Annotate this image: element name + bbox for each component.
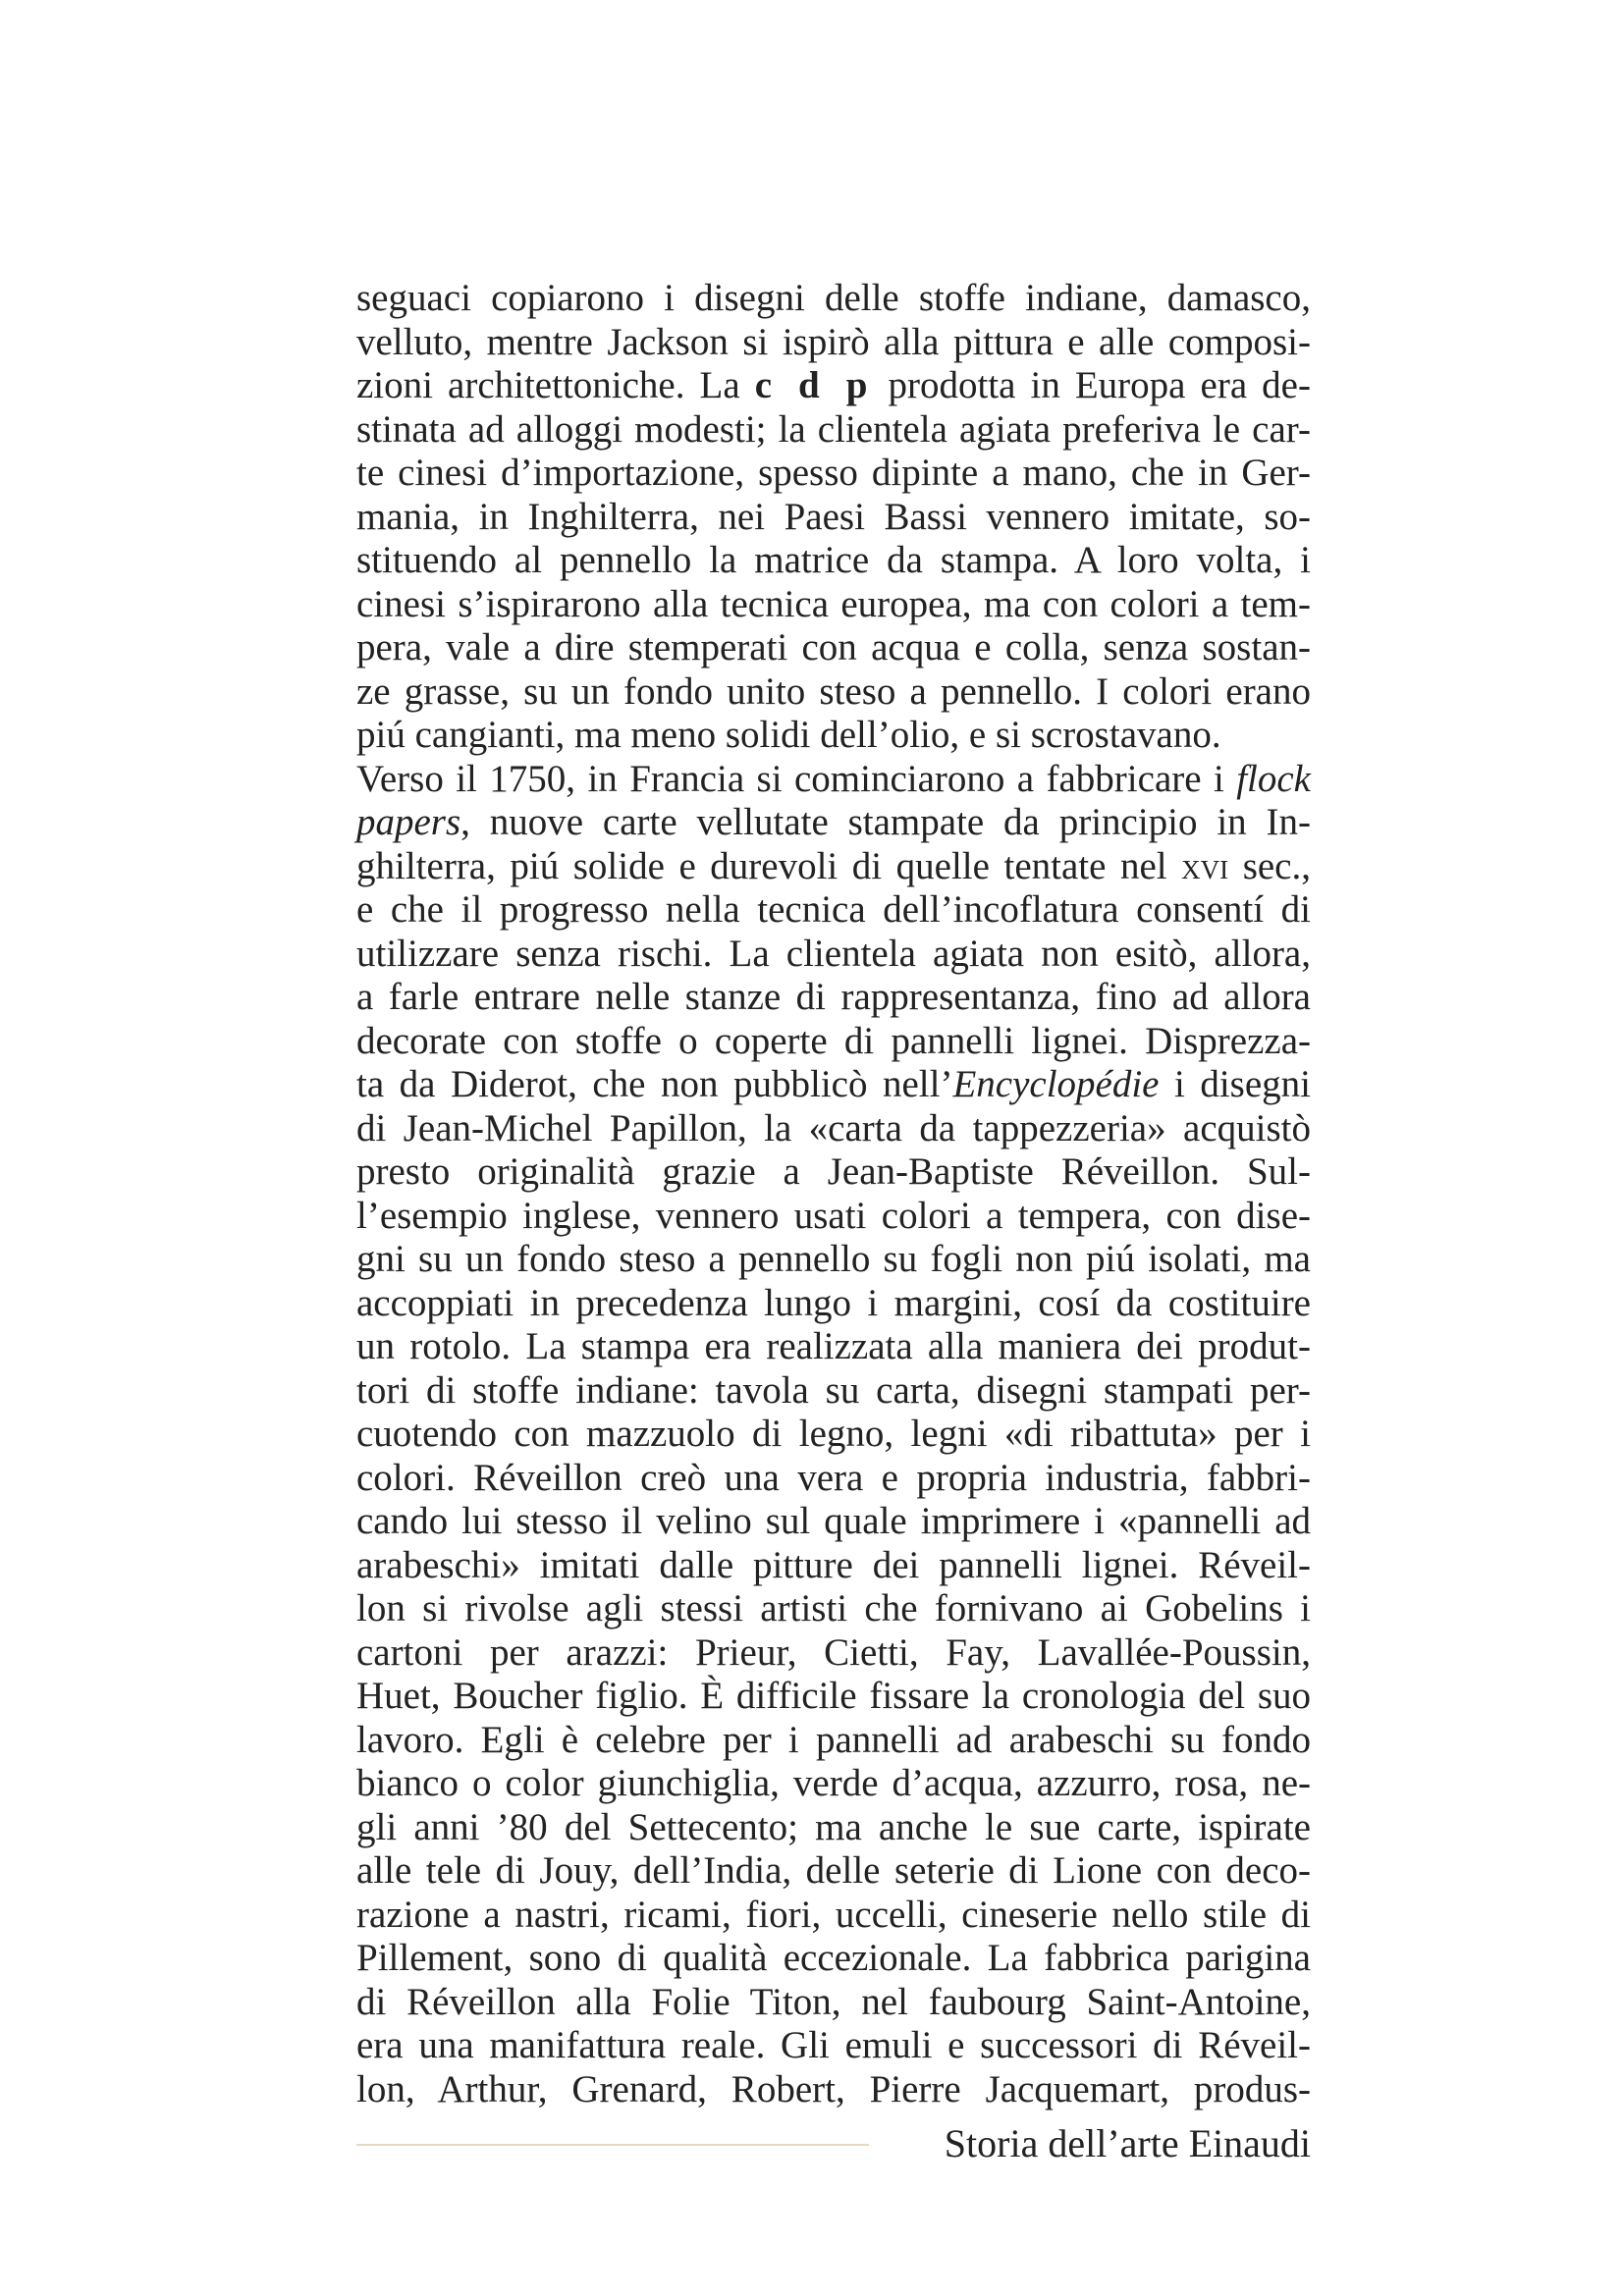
text-line: [356, 976, 1311, 1020]
text-line: [356, 1937, 1311, 1981]
text-line: [356, 626, 1311, 670]
text-segment: di Réveillon alla Folie Titon, nel faubourg Saint-Antoine,: [356, 1980, 1311, 2023]
text-segment: lavoro. Egli è celebre per i pannelli ad arabeschi su fondo: [356, 1718, 1311, 1761]
text-segment: mania, in Inghilterra, nei Paesi Bassi vennero imitate, so-: [356, 495, 1311, 538]
text-segment: ghilterra, piú solide e durevoli di quelle tentate nel: [356, 844, 1182, 887]
italic-term: papers: [356, 801, 461, 843]
text-line: [356, 1020, 1311, 1064]
text-segment: i disegni: [1159, 1063, 1311, 1105]
text-segment: arabeschi» imitati dalle pitture dei pannelli lignei. Réveil-: [356, 1543, 1311, 1586]
text-line: [356, 1107, 1311, 1151]
text-segment: utilizzare senza rischi. La clientela agiata non esitò, allora,: [356, 932, 1311, 975]
text-line: [356, 1894, 1311, 1938]
text-segment: sec.,: [1228, 844, 1311, 887]
text-line: [356, 1587, 1311, 1631]
text-line: [356, 1325, 1311, 1369]
text-line: [356, 1413, 1311, 1457]
text-segment: decorate con stoffe o coperte di pannelli lignei. Disprezza-: [356, 1019, 1311, 1062]
footer-publisher-label: Storia dell’arte Einaudi: [944, 2121, 1311, 2165]
italic-term: Encyclopédie: [952, 1063, 1160, 1105]
text-line: [356, 2024, 1311, 2068]
text-segment: prodotta in Europa era de-: [873, 364, 1311, 406]
text-line: [356, 1981, 1311, 2025]
text-line: [356, 714, 1311, 758]
text-segment: , nuove carte vellutate stampate da principio in In-: [460, 801, 1311, 843]
text-segment: alle tele di Jouy, dell’India, delle seterie di Lione con deco-: [356, 1849, 1311, 1892]
text-line: [356, 452, 1311, 496]
text-segment: lon si rivolse agli stessi artisti che fornivano ai Gobelins i: [356, 1587, 1311, 1629]
text-segment: Pillement, sono di qualità eccezionale. La fabbrica parigina: [356, 1937, 1311, 1979]
text-line: [356, 1500, 1311, 1544]
text-segment: un rotolo. La stampa era realizzata alla maniera dei produt-: [356, 1325, 1311, 1367]
text-segment: di Jean-Michel Papillon, la «carta da tappezzeria» acquistò: [356, 1106, 1311, 1149]
text-line: [356, 801, 1311, 845]
text-line: [356, 2068, 1311, 2112]
text-line: [356, 583, 1311, 627]
text-segment: piú cangianti, ma meno solidi dell’olio, e si scrostavano.: [356, 714, 1221, 756]
text-line: [356, 496, 1311, 540]
text-line: [356, 408, 1311, 453]
text-line: [356, 1631, 1311, 1676]
text-segment: bianco o color giunchiglia, verde d’acqua, azzurro, rosa, ne-: [356, 1762, 1311, 1804]
text-line: [356, 933, 1311, 977]
text-line: [356, 1195, 1311, 1239]
text-segment: e che il progresso nella tecnica dell’incoflatura consentí di: [356, 888, 1311, 931]
text-line: [356, 1544, 1311, 1588]
text-segment: lon, Arthur, Grenard, Robert, Pierre Jacquemart, produs-: [356, 2067, 1311, 2110]
text-segment: cuotendo con mazzuolo di legno, legni «di ribattuta» per i: [356, 1413, 1311, 1455]
entry-abbreviation: c d p: [754, 364, 874, 406]
text-segment: accoppiati in precedenza lungo i margini, cosí da costituire: [356, 1281, 1311, 1324]
text-segment: te cinesi d’importazione, spesso dipinte a mano, che in Ger-: [356, 452, 1311, 494]
text-line: [356, 277, 1311, 321]
text-segment: cando lui stesso il velino sul quale imprimere i «pannelli ad: [356, 1500, 1311, 1542]
text-segment: ta da Diderot, che non pubblicò nell’: [356, 1063, 953, 1105]
text-line: [356, 1150, 1311, 1195]
text-line: [356, 1369, 1311, 1414]
text-line: [356, 758, 1311, 802]
text-line: [356, 1063, 1311, 1107]
body-text: [356, 277, 1311, 2111]
text-line: [356, 888, 1311, 933]
text-segment: stituendo al pennello la matrice da stampa. A loro volta, i: [356, 539, 1311, 581]
text-line: [356, 1457, 1311, 1501]
text-segment: colori. Réveillon creò una vera e propria industria, fabbri-: [356, 1456, 1311, 1499]
text-line: [356, 845, 1311, 889]
text-segment: Huet, Boucher figlio. È difficile fissare la cronologia del suo: [356, 1675, 1311, 1717]
text-segment: pera, vale a dire stemperati con acqua e colla, senza sostan-: [356, 626, 1311, 668]
text-segment: presto originalità grazie a Jean-Baptiste Réveillon. Sul-: [356, 1150, 1311, 1193]
text-line: [356, 670, 1311, 715]
text-line: [356, 539, 1311, 583]
text-segment: stinata ad alloggi modesti; la clientela agiata preferiva le car-: [356, 407, 1311, 451]
text-line: [356, 1806, 1311, 1850]
text-line: [356, 1762, 1311, 1806]
text-line: [356, 364, 1311, 408]
text-segment: gni su un fondo steso a pennello su fogli non piú isolati, ma: [356, 1238, 1311, 1280]
text-segment: cartoni per arazzi: Prieur, Cietti, Fay, Lavallée-Poussin,: [356, 1630, 1311, 1674]
text-line: [356, 1675, 1311, 1719]
text-segment: l’esempio inglese, vennero usati colori a tempera, con dise-: [356, 1194, 1311, 1237]
text-segment: a farle entrare nelle stanze di rappresentanza, fino ad allora: [356, 976, 1311, 1018]
text-line: [356, 1238, 1311, 1282]
text-segment: ze grasse, su un fondo unito steso a pennello. I colori erano: [356, 669, 1311, 713]
text-line: [356, 1849, 1311, 1894]
text-line: [356, 1719, 1311, 1763]
text-segment: cinesi s’ispirarono alla tecnica europea, ma con colori a tem-: [356, 582, 1311, 625]
text-segment: seguaci copiarono i disegni delle stoffe indiane, damasco,: [356, 277, 1311, 319]
text-segment: velluto, mentre Jackson si ispirò alla pittura e alle composi-: [356, 320, 1311, 363]
footer-rule: [356, 2144, 869, 2146]
text-segment: razione a nastri, ricami, fiori, uccelli, cineserie nello stile di: [356, 1893, 1311, 1936]
text-segment: tori di stoffe indiane: tavola su carta, disegni stampati per-: [356, 1368, 1311, 1412]
text-segment: gli anni ’80 del Settecento; ma anche le sue carte, ispirate: [356, 1805, 1311, 1848]
text-line: [356, 321, 1311, 365]
text-line: [356, 1282, 1311, 1326]
roman-numeral: xvi: [1181, 844, 1229, 887]
italic-term: flock: [1236, 757, 1311, 800]
text-segment: zioni architettoniche. La: [356, 364, 755, 406]
text-segment: Verso il 1750, in Francia si cominciarono a fabbricare i: [356, 757, 1237, 800]
text-segment: era una manifattura reale. Gli emuli e successori di Réveil-: [356, 2024, 1311, 2066]
